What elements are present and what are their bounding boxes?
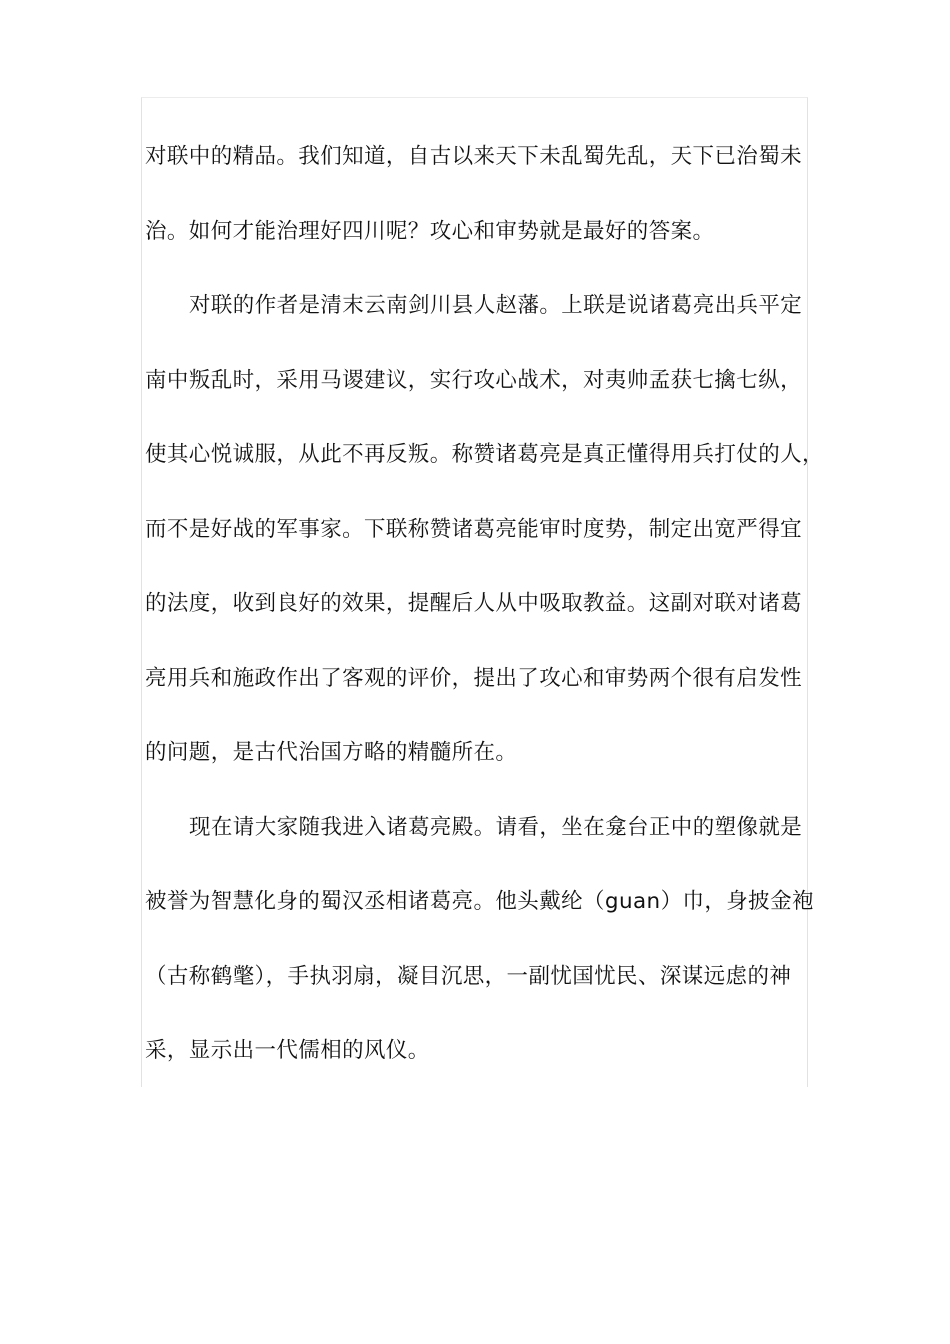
- text-line: 现在请大家随我进入诸葛亮殿。请看，坐在龛台正中的塑像就是: [189, 814, 803, 840]
- text-line: 被誉为智慧化身的蜀汉丞相诸葛亮。他头戴纶（guan）巾，身披金袍: [145, 889, 814, 914]
- text-line: 南中叛乱时，采用马谡建议，实行攻心战术，对夷帅孟获七擒七纵，: [145, 367, 803, 393]
- paragraph-2: [145, 269, 824, 791]
- text-line: 亮用兵和施政作出了客观的评价，提出了攻心和审势两个很有启发性: [145, 665, 803, 691]
- text-line: 而不是好战的军事家。下联称赞诸葛亮能审时度势，制定出宽严得宜: [145, 516, 803, 542]
- text-line: 使其心悦诚服，从此不再反叛。称赞诸葛亮是真正懂得用兵打仗的人，: [145, 442, 824, 467]
- paragraph-1: [145, 120, 815, 269]
- text-line: 的法度，收到良好的效果，提醒后人从中吸取教益。这副对联对诸葛: [145, 591, 803, 616]
- document-body: [145, 120, 824, 1089]
- text-line: （古称鹤氅），手执羽扇，凝目沉思，一副忧国忧民、深谋远虑的神: [145, 963, 792, 989]
- text-line: 的问题，是古代治国方略的精髓所在。: [145, 740, 518, 765]
- text-line: 对联的作者是清末云南剑川县人赵藩。上联是说诸葛亮出兵平定: [189, 293, 803, 318]
- text-line: 对联中的精品。我们知道，自古以来天下未乱蜀先乱，天下已治蜀未: [145, 144, 803, 169]
- paragraph-3: [145, 791, 815, 1089]
- text-line: 采，显示出一代儒相的风仪。: [145, 1038, 430, 1063]
- text-line: 治。如何才能治理好四川呢？攻心和审势就是最好的答案。: [145, 218, 715, 244]
